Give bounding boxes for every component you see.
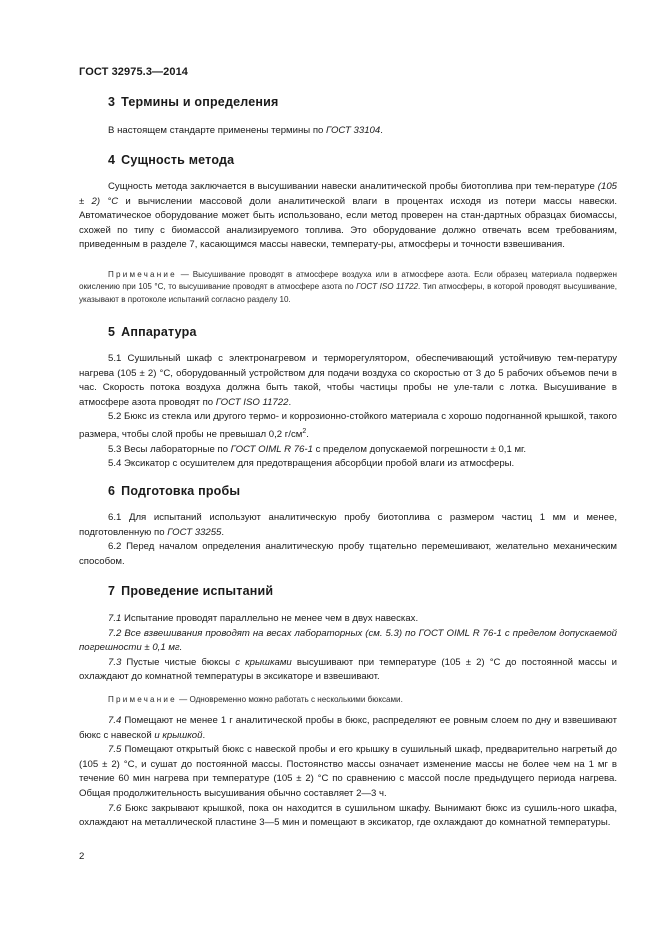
- standard-reference: ГОСТ 33255: [167, 526, 222, 538]
- standard-reference: ГОСТ 33104: [326, 125, 381, 136]
- section-title: Аппаратура: [121, 325, 197, 339]
- text: .: [202, 729, 206, 741]
- section-5-heading: [79, 324, 617, 340]
- text: с пределом допускаемой погрешности ± 0,1 мг.: [312, 443, 527, 455]
- text: и вычислении массовой доли аналитической влаги в процентах исходя из потери массы навески. Автоматическое оборудование может быть использовано, если метод проверен на стан-дартных образцах биомассы, схожей по типу с биомассой анализируемого топлива. Это оборудование должно отвечать всем требованиям, приведенным в разделе 7, касающимся массы навески, температу-ры, атмосферы и точности взвешивания.: [79, 195, 617, 251]
- standard-reference: ГОСТ ISO 11722: [356, 282, 418, 292]
- paragraph-6-1: [79, 511, 617, 540]
- paragraph-7-6: [79, 802, 617, 831]
- paragraph-7-3: [79, 656, 617, 685]
- paragraph-7-5: [79, 743, 617, 801]
- text: .: [221, 526, 225, 538]
- section-4-body: [79, 180, 617, 253]
- paragraph-7-2: 7.2 Все взвешивания проводят на весах лабораторных (см. 5.3) по ГОСТ OIML R 76-1 с пределом допускаемой погрешности ± 0,1 мг.: [79, 627, 617, 654]
- note: [79, 694, 617, 706]
- section-3: [79, 94, 617, 110]
- section-7-body-cont: [79, 714, 617, 831]
- clause-number: 7.3: [108, 656, 122, 668]
- section-4-note: [79, 269, 617, 306]
- section-title: Сущность метода: [121, 153, 235, 167]
- paragraph: [79, 180, 617, 253]
- text: В настоящем стандарте применены термины по: [108, 125, 327, 136]
- section-7-heading: [79, 583, 617, 599]
- standard-reference: ГОСТ OIML R 76-1: [230, 443, 313, 455]
- text: Испытание проводят параллельно не менее чем в двух навесках.: [121, 613, 419, 624]
- section-5: [79, 324, 617, 340]
- text: — Одновременно можно работать с несколькими бюксами.: [176, 695, 403, 704]
- document-id: ГОСТ 32975.3—2014: [79, 66, 189, 78]
- section-3-heading: [79, 94, 617, 110]
- section-number: 7: [108, 584, 116, 598]
- paragraph-6-2: 6.2 Перед началом определения аналитическую пробу тщательно перемешивают, желательно механическим способом.: [79, 541, 617, 567]
- section-title: Подготовка пробы: [121, 484, 241, 498]
- note-label: Примечание: [108, 695, 177, 704]
- text: Бюкс закрывают крышкой, пока он находится в сушильном шкафу. Вынимают бюкс из сушиль-ного шкафа, охлаждают на металлической пластине 3—5 мин и помещают в эксикатор, где охлаждают до комнатной температуры.: [79, 802, 617, 829]
- section-7-note: [79, 694, 617, 706]
- text: .: [288, 396, 292, 408]
- clause-number: 7.5: [108, 744, 122, 756]
- paragraph-7-1: [79, 612, 617, 627]
- paragraph-5-2: [79, 410, 617, 442]
- paragraph-7-4: [79, 714, 617, 743]
- section-4: [79, 152, 617, 168]
- section-title: Термины и определения: [121, 95, 279, 109]
- section-4-heading: [79, 152, 617, 168]
- standard-reference: ГОСТ ISO 11722: [215, 396, 289, 408]
- section-3-body: [79, 124, 617, 139]
- text: .: [306, 429, 309, 441]
- paragraph: [79, 124, 617, 139]
- paragraph-5-4: 5.4 Эксикатор с осушителем для предотвращения абсорбции пробой влаги из атмосферы.: [108, 458, 515, 470]
- text: Помещают открытый бюкс с навеской пробы и его крышку в сушильный шкаф, предварительно нагретый до (105 ± 2) °С, и сушат до постоянной массы. Постоянство массы означает изменение массы не более чем на 1 мг в течение 60 мин нагрева при температуре (105 ± 2) °С по сравнению с массой после предыдущего периода нагрева. Общая продолжительность высушивания обычно составляет 2—3 ч.: [79, 744, 617, 799]
- text: 5.1 Сушильный шкаф с электронагревом и терморегулятором, обеспечивающий устойчивую тем-пературу нагрева (105 ± 2) °С, оборудованный устройством для подачи воздуха со скоростью от 3 до 5 рабочих объемов печи в час. Скорость потока воздуха должна быть такой, чтобы частицы пробы не уле-тали с лотка. Высушивание в атмосфере азота проводят по: [79, 353, 617, 408]
- section-number: 5: [108, 325, 116, 339]
- section-6: [79, 483, 617, 499]
- section-number: 6: [108, 484, 116, 498]
- emphasis: с крышками: [235, 656, 292, 668]
- note-label: Примечание: [108, 270, 177, 279]
- text: .: [380, 125, 383, 136]
- clause-number: 7.1: [108, 613, 122, 624]
- superscript: 2: [302, 427, 307, 435]
- clause-number: 7.4: [108, 715, 122, 726]
- text: Сущность метода заключается в высушивании навески аналитической пробы биотоплива при тем-пературе: [108, 181, 598, 192]
- text: 6.1 Для испытаний используют аналитическую пробу биотоплива с размером частиц 1 мм и менее, подготовленную по: [79, 512, 617, 538]
- text: 5.2 Бюкс из стекла или другого термо- и коррозионно-стойкого материала с хорошо подогнанной крышкой, такого размера, чтобы слой пробы не превышал 0,2 г/см: [79, 411, 617, 441]
- temperature: (105 ± 2) °С: [79, 181, 617, 207]
- section-number: 3: [108, 95, 116, 109]
- paragraph-5-3: [79, 443, 617, 458]
- text: 5.3 Весы лабораторные по: [108, 443, 231, 455]
- emphasis: и крышкой: [154, 729, 203, 741]
- paragraph-5-1: [79, 352, 617, 410]
- text: — Высушивание проводят в атмосфере воздуха или в атмосфере азота. Если образец материала подвержен окислению при 105 °С, то высушивание проводят в атмосфере азота по: [79, 270, 617, 292]
- page-number: 2: [79, 851, 85, 862]
- clause-number: 7.6: [108, 802, 122, 814]
- section-6-body: [79, 511, 617, 569]
- section-title: Проведение испытаний: [121, 584, 274, 598]
- text: Помещают не менее 1 г аналитической пробы в бюкс, распределяют ее ровным слоем по дну и взвешивают бюкс с навеской: [79, 715, 617, 741]
- text: Пустые чистые бюксы: [121, 656, 236, 668]
- text: высушивают при температуре (105 ± 2) °С до постоянной массы и охлаждают до комнатной температуры в эксикаторе и взвешивают.: [79, 656, 617, 683]
- note: [79, 269, 617, 306]
- section-7-body: [79, 612, 617, 685]
- section-5-body: [79, 352, 617, 472]
- text: . Тип атмосферы, в которой проводят высушивание, указывают в протоколе испытаний согласно разделу 10.: [79, 282, 617, 304]
- section-number: 4: [108, 153, 116, 167]
- section-7: [79, 583, 617, 599]
- section-6-heading: [79, 483, 617, 499]
